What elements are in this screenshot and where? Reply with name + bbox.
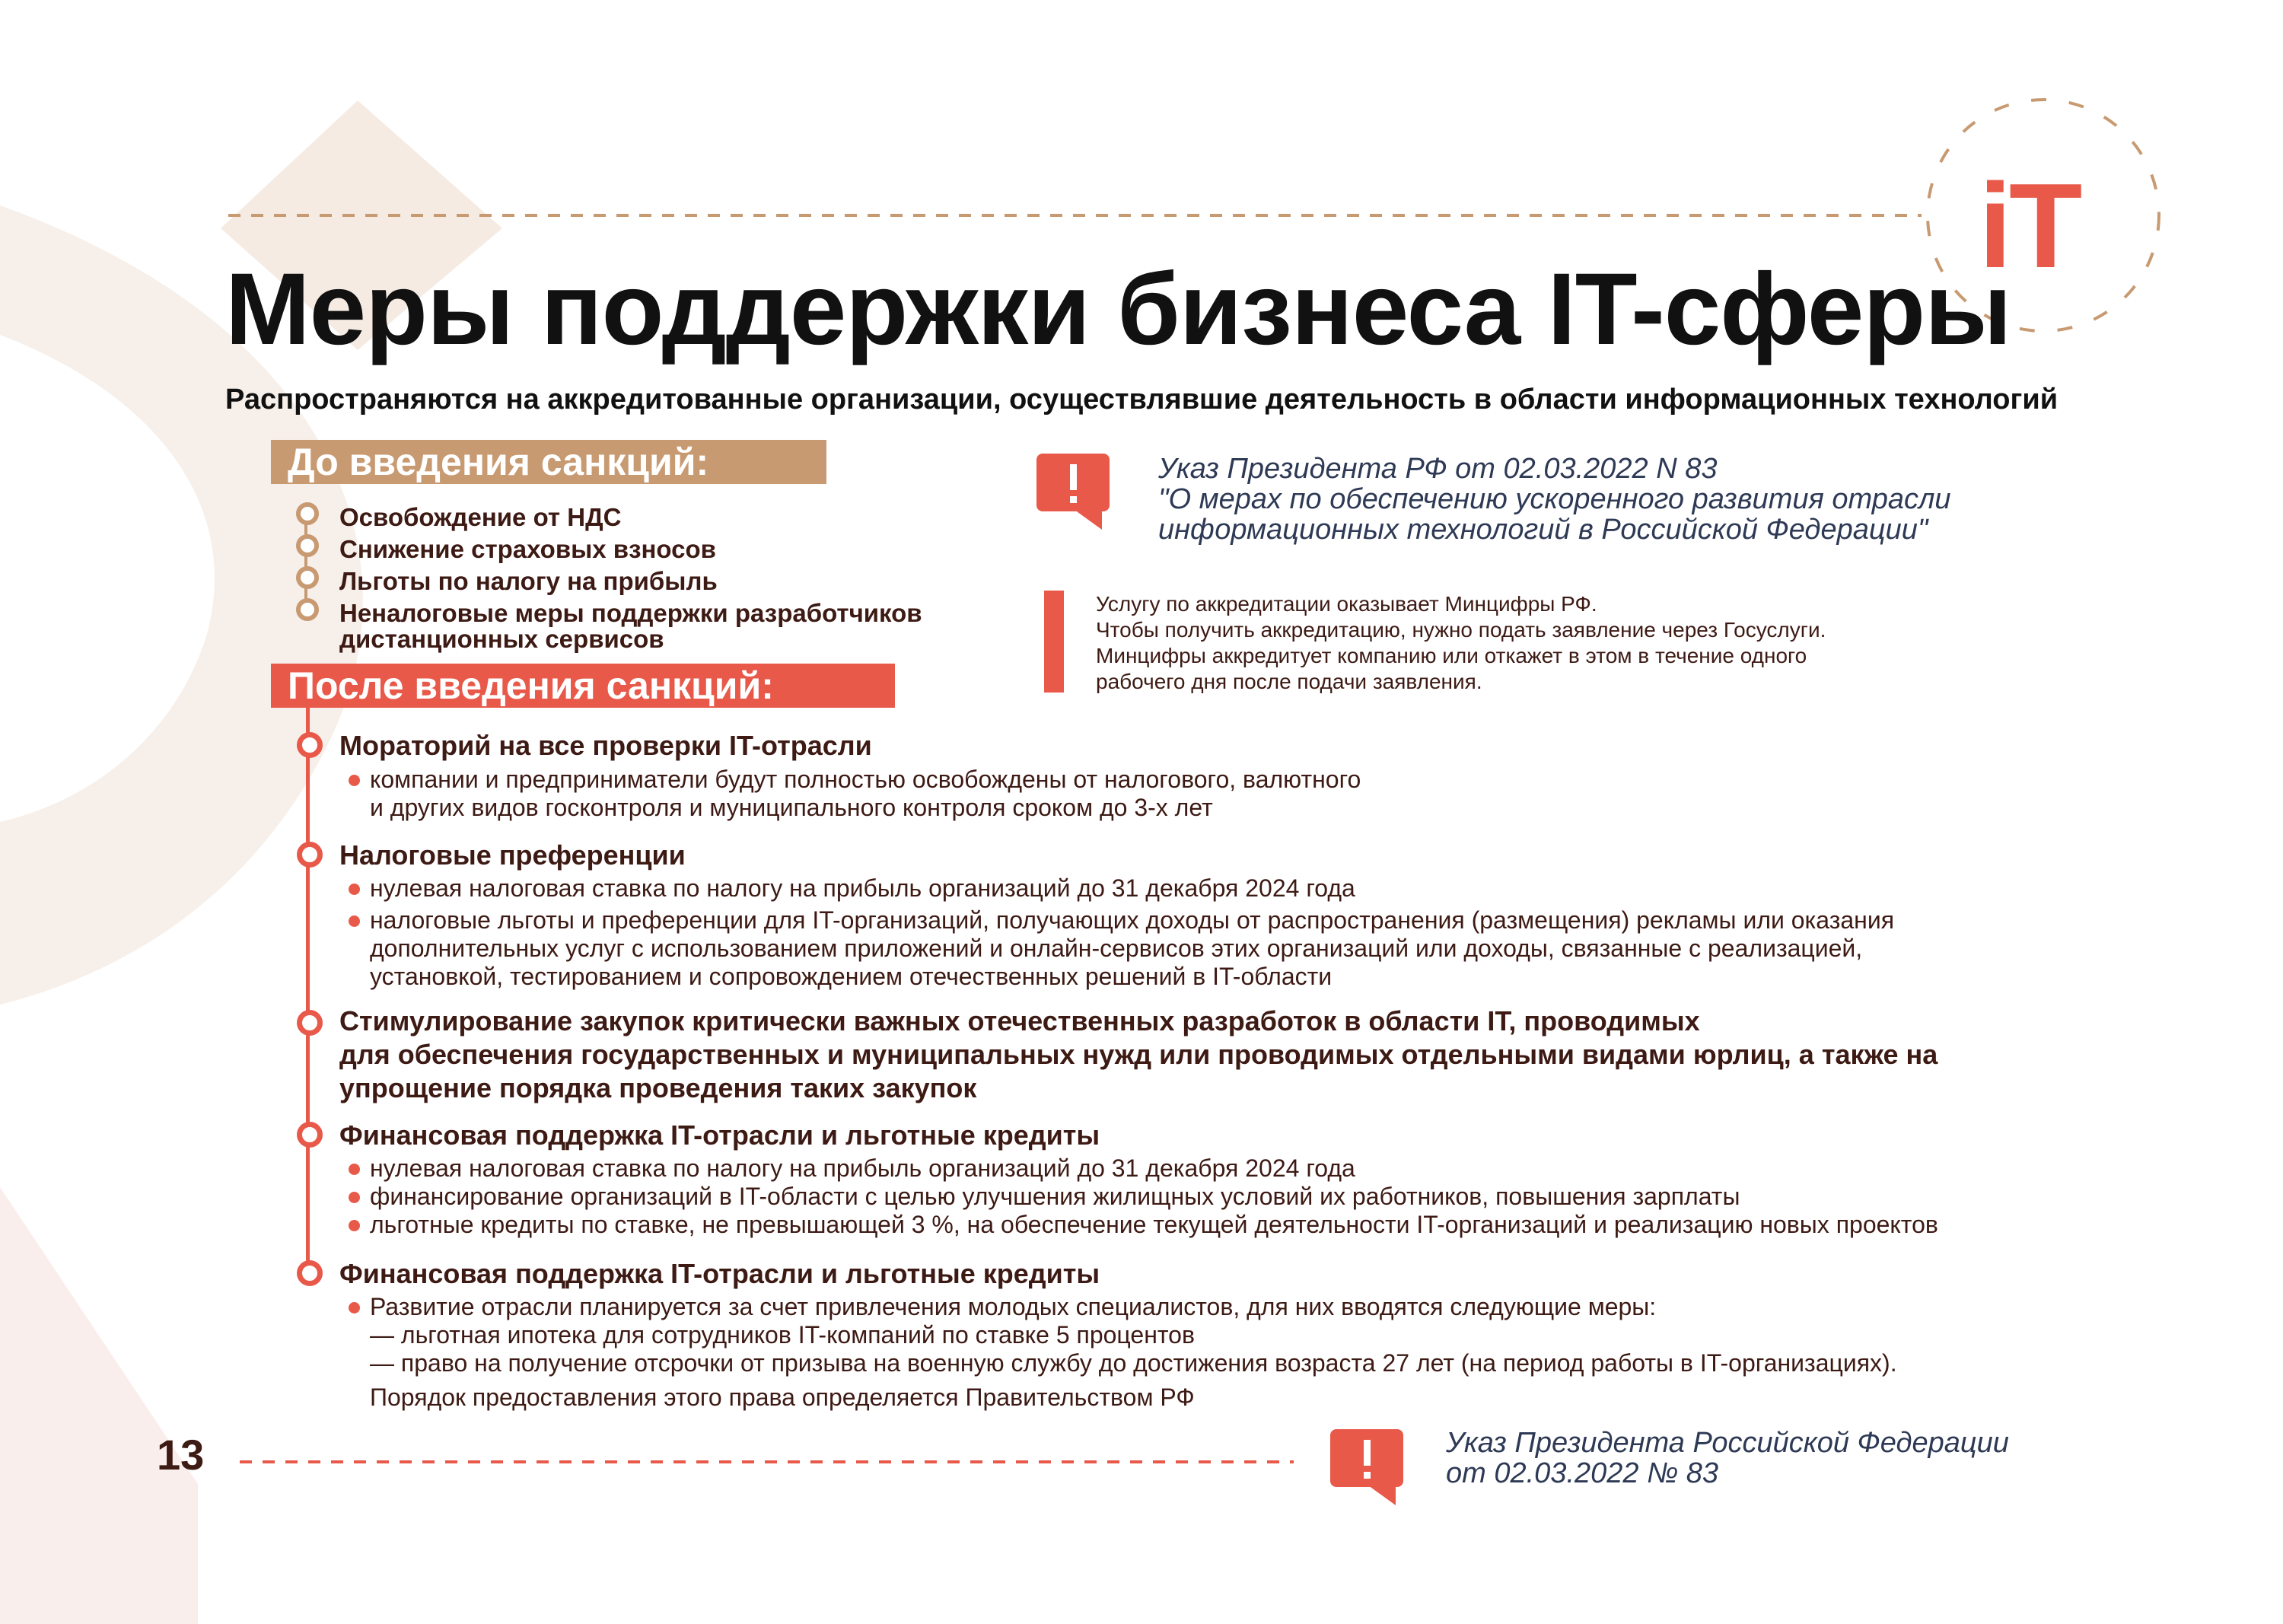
before-bullet-ring	[296, 598, 319, 621]
section-bullet-line: — льготная ипотека для сотрудников IT-компаний по ставке 5 процентов	[370, 1321, 1195, 1349]
accreditation-accent-bar	[1044, 591, 1064, 693]
bullet-dot	[349, 1302, 360, 1314]
section-bullet-line: компании и предприниматели будут полностью освобождены от налогового, валютного	[370, 766, 1361, 793]
section-bullet-line: Развитие отрасли планируется за счет привлечения молодых специалистов, для них вводятся следующие меры:	[370, 1293, 1657, 1320]
accreditation-line: рабочего дня после подачи заявления.	[1096, 670, 1482, 693]
page-subtitle: Распространяются на аккредитованные организации, осуществлявшие деятельность в области информационных технологий	[225, 384, 2059, 416]
page-number: 13	[157, 1431, 205, 1479]
timeline-node	[297, 1260, 323, 1286]
section-bullet-line: финансирование организаций в IT-области с целью улучшения жилищных условий их работников, повышения зарплаты	[370, 1183, 1740, 1210]
after-timeline-line	[306, 708, 310, 1279]
accreditation-line: Услугу по аккредитации оказывает Минцифры РФ.	[1096, 592, 1597, 616]
section-title: Финансовая поддержка IT-отрасли и льготные кредиты	[339, 1258, 1100, 1289]
before-item: Снижение страховых взносов	[339, 535, 716, 563]
decree-top-line: "О мерах по обеспечению ускоренного развития отрасли	[1158, 483, 1951, 515]
it-logo: iT	[1979, 159, 2080, 293]
section-bullet-line: налоговые льготы и преференции для IT-организаций, получающих доходы от распространения (размещения) рекламы или оказания	[370, 906, 1895, 934]
accreditation-line: Чтобы получить аккредитацию, нужно подать заявление через Госуслуги.	[1096, 618, 1826, 642]
exclamation-speech-bubble-icon	[1036, 454, 1113, 530]
background-wedge-shape	[0, 1187, 198, 1624]
section-bullet-line: Порядок предоставления этого права определяется Правительством РФ	[370, 1384, 1195, 1411]
bullet-dot	[349, 1220, 360, 1231]
section-title: для обеспечения государственных и муниципальных нужд или проводимых отдельными видами юрлиц, а также на	[339, 1039, 1938, 1070]
after-sanctions-heading: После введения санкций:	[271, 664, 895, 708]
before-bullet-ring	[296, 534, 319, 557]
bullet-dot	[349, 915, 360, 927]
before-item: Неналоговые меры поддержки разработчиков	[339, 599, 922, 627]
section-bullet-line: и других видов госконтроля и муниципального контроля сроком до 3-х лет	[370, 794, 1213, 821]
section-title: Мораторий на все проверки IT-отрасли	[339, 730, 872, 761]
accreditation-line: Минцифры аккредитует компанию или откажет в этом в течение одного	[1096, 644, 1807, 667]
bullet-dot	[349, 1192, 360, 1203]
before-item-continuation: дистанционных сервисов	[339, 625, 664, 653]
section-bullet-line: нулевая налоговая ставка по налогу на прибыль организаций до 31 декабря 2024 года	[370, 874, 1355, 902]
decree-top-line: Указ Президента РФ от 02.03.2022 N 83	[1158, 453, 1718, 485]
decree-bottom-line: Указ Президента Российской Федерации	[1446, 1427, 2009, 1459]
section-bullet-line: дополнительных услуг с использованием приложений и онлайн-сервисов этих организаций или доходы, связанные с реализацией,	[370, 935, 1863, 962]
page-title: Меры поддержки бизнеса IT-сферы	[225, 253, 2011, 366]
timeline-node	[297, 1122, 323, 1148]
decree-bottom-line: от 02.03.2022 № 83	[1446, 1457, 1719, 1489]
section-bullet-line: нулевая налоговая ставка по налогу на прибыль организаций до 31 декабря 2024 года	[370, 1154, 1355, 1182]
bullet-dot	[349, 775, 360, 786]
decree-top-line: информационных технологий в Российской Федерации"	[1158, 514, 1928, 546]
before-connector-line	[304, 511, 307, 609]
section-bullet-line: льготные кредиты по ставке, не превышающей 3 %, на обеспечение текущей деятельности IT-организаций и реализацию новых проектов	[370, 1211, 1938, 1238]
before-bullet-ring	[296, 566, 319, 589]
section-title: упрощение порядка проведения таких закупок	[339, 1072, 977, 1103]
before-item: Освобождение от НДС	[339, 503, 622, 531]
section-bullet-line: — право на получение отсрочки от призыва на военную службу до достижения возраста 27 лет (на период работы в IT-организациях).	[370, 1349, 1897, 1377]
section-title: Финансовая поддержка IT-отрасли и льготные кредиты	[339, 1119, 1100, 1151]
timeline-node	[297, 732, 323, 758]
section-title: Стимулирование закупок критически важных отечественных разработок в области IT, проводимых	[339, 1005, 1700, 1036]
bullet-dot	[349, 884, 360, 895]
before-bullet-ring	[296, 502, 319, 525]
section-bullet-line: установкой, тестированием и сопровождением отечественных решений в IT-области	[370, 963, 1333, 990]
timeline-node	[297, 1010, 323, 1036]
timeline-node	[297, 842, 323, 868]
before-sanctions-heading: До введения санкций:	[271, 440, 826, 484]
before-item: Льготы по налогу на прибыль	[339, 567, 718, 595]
exclamation-speech-bubble-icon	[1330, 1429, 1406, 1505]
bullet-dot	[349, 1164, 360, 1175]
section-title: Налоговые преференции	[339, 839, 686, 871]
